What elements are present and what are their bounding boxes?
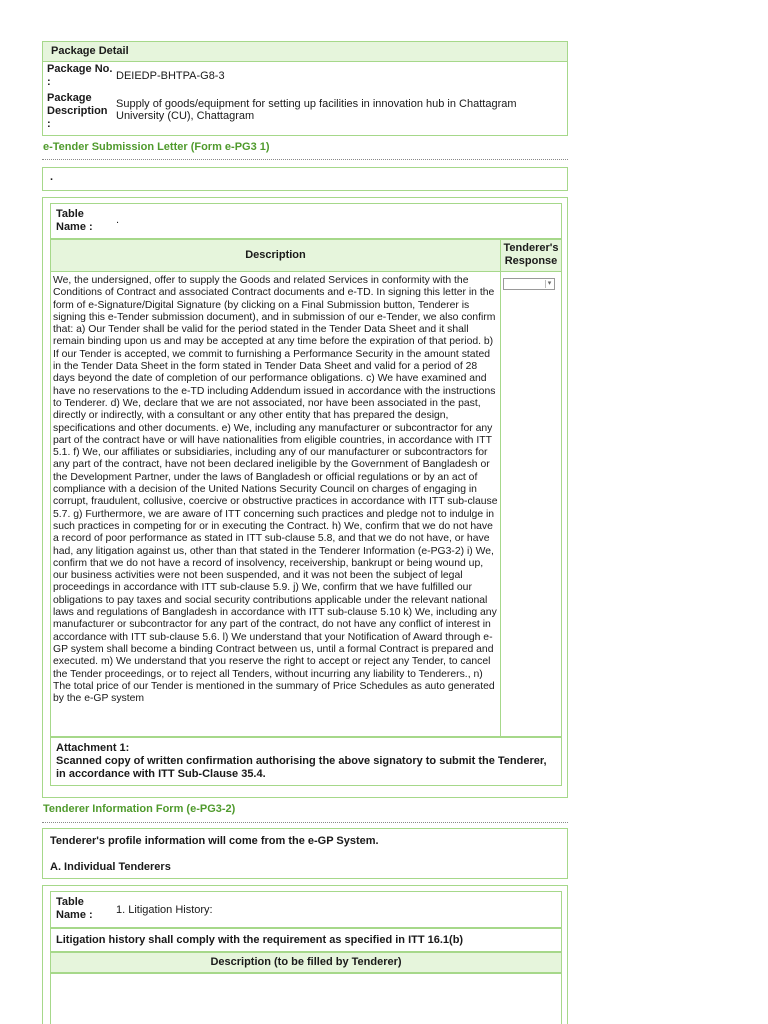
litigation-table-name-row — [50, 891, 562, 928]
litigation-note-row — [50, 928, 562, 952]
attachment-label: Attachment 1: — [56, 742, 130, 754]
chevron-down-icon[interactable]: ▾ — [545, 280, 553, 288]
dot-text: . — [50, 171, 54, 183]
litigation-description-header — [50, 952, 562, 973]
response-col-label: Tenderer's Response — [503, 242, 559, 267]
package-detail-header — [43, 42, 567, 62]
individual-tenderers-label: A. Individual Tenderers — [50, 861, 171, 873]
table-name-label: Table Name : — [56, 208, 93, 233]
package-description-value: Supply of goods/equipment for setting up facilities in innovation hub in Chattagram University (CU), Chattagram — [116, 98, 517, 122]
package-detail-title: Package Detail — [51, 45, 129, 57]
response-col-divider — [500, 271, 501, 736]
dot-box — [42, 167, 568, 191]
profile-info-box — [42, 828, 568, 879]
attachment-text: Scanned copy of written confirmation authorising the above signatory to submit the Tenderer, in accordance with ITT Sub-Clause 35.4. — [56, 755, 547, 780]
section2-divider — [42, 822, 568, 823]
tenderer-response-input[interactable] — [503, 278, 555, 290]
attachment-row — [50, 737, 562, 786]
package-detail-panel — [42, 41, 568, 136]
package-no-value: DEIEDP-BHTPA-G8-3 — [116, 70, 225, 82]
description-col-header — [51, 240, 501, 272]
table-name-row — [50, 203, 562, 239]
litigation-body — [50, 973, 562, 1024]
profile-info-note: Tenderer's profile information will come from the e-GP System. — [50, 835, 379, 847]
section1-divider — [42, 159, 568, 160]
description-col-label: Description — [245, 249, 306, 261]
table-name-value: . — [116, 214, 120, 226]
litigation-table-name-label: Table Name : — [56, 896, 93, 921]
submission-letter-title: e-Tender Submission Letter (Form e-PG3 1) — [43, 141, 270, 153]
response-col-header — [501, 240, 561, 272]
letter-description-text: We, the undersigned, offer to supply the Goods and related Services in conformity with the Conditions of Contract and associated Contract documents and e-TD. In signing this letter in the form of e-Signature/Digital Signature (by clicking on a Final Submission button, Tenderer is signing this e-Tender submission document), and in submission of our e-Tender, we also confirm that: a) Our Tender shall be valid for the period stated in the Tender Data Sheet and it shall remain binding upon us and may be accepted at any time before the expiration of that period. b) If our Tender is accepted, we commit to furnishing a Performance Security in the amount stated in the Tender Data Sheet in the form stated in Tender Data Sheet and valid for a period of 28 days beyond the date of completion of our performance obligations. c) We have examined and have no reservations to the e-TD including Addendum issued in accordance with the instructions to Tenderer. d) We, declare that we are not associated, nor have been associated in the past, directly or indirectly, with a consultant or any other entity that has prepared the design, specifications and other documents. e) We, including any manufacturer or subcontractor for any part of the contract have or will have nationalities from eligible countries, in accordance with ITT 5.1. f) We, our affiliates or subsidiaries, including any of our manufacturer or subcontractors for any part of the contract, have not been declared ineligible by the Government of Bangladesh or the Development Partner, under the laws of Bangladesh or official regulations or by an act of compliance with a decision of the United Nations Security Council on charges of engaging in corrupt, fraudulent, collusive, coercive or obstructive practices in accordance with ITT sub-clause 5.7. g) Furthermore, we are aware of ITT concerning such practices and pledge not to indulge in such practices in competing for or in executing the Contract. h) We, confirm that we do not have a record of poor performance as stated in ITT sub-clause 5.8, and that we do not have, or have had, any litigation against us, other than that stated in the Tenderer Information (e-PG3-2) i) We, confirm that we do not have a record of insolvency, receivership, bankrupt or being wound up, our business activities were not been suspended, and it was not been the subject of legal proceedings in accordance with ITT sub-clause 5.9. j) We, confirm that we have fulfilled our obligations to pay taxes and social security contributions applicable under the relevant national laws and regulations of Bangladesh in accordance with ITT sub-clause 5.10 k) We, including any manufacturer or subcontractor for any part of the contract, do not have any conflict of interest in accordance with ITT sub-clause 5.6. l) We understand that your Notification of Award through e-GP system shall become a binding Contract between us, until a formal Contract is prepared and executed. m) We understand that you reserve the right to accept or reject any Tender, to cancel the Tender proceedings, or to reject all Tenders, without incurring any liability to Tenderers., n) The total price of our Tender is mentioned in the summary of Price Schedules as auto generated by the e-GP system — [53, 275, 498, 705]
litigation-description-label: Description (to be filled by Tenderer) — [210, 956, 402, 968]
package-description-label: Package Description : — [47, 92, 108, 130]
package-no-label: Package No. : — [47, 63, 113, 88]
litigation-table-name-value: 1. Litigation History: — [116, 904, 213, 916]
litigation-note: Litigation history shall comply with the requirement as specified in ITT 16.1(b) — [56, 934, 464, 946]
tenderer-info-title: Tenderer Information Form (e-PG3-2) — [43, 803, 236, 815]
